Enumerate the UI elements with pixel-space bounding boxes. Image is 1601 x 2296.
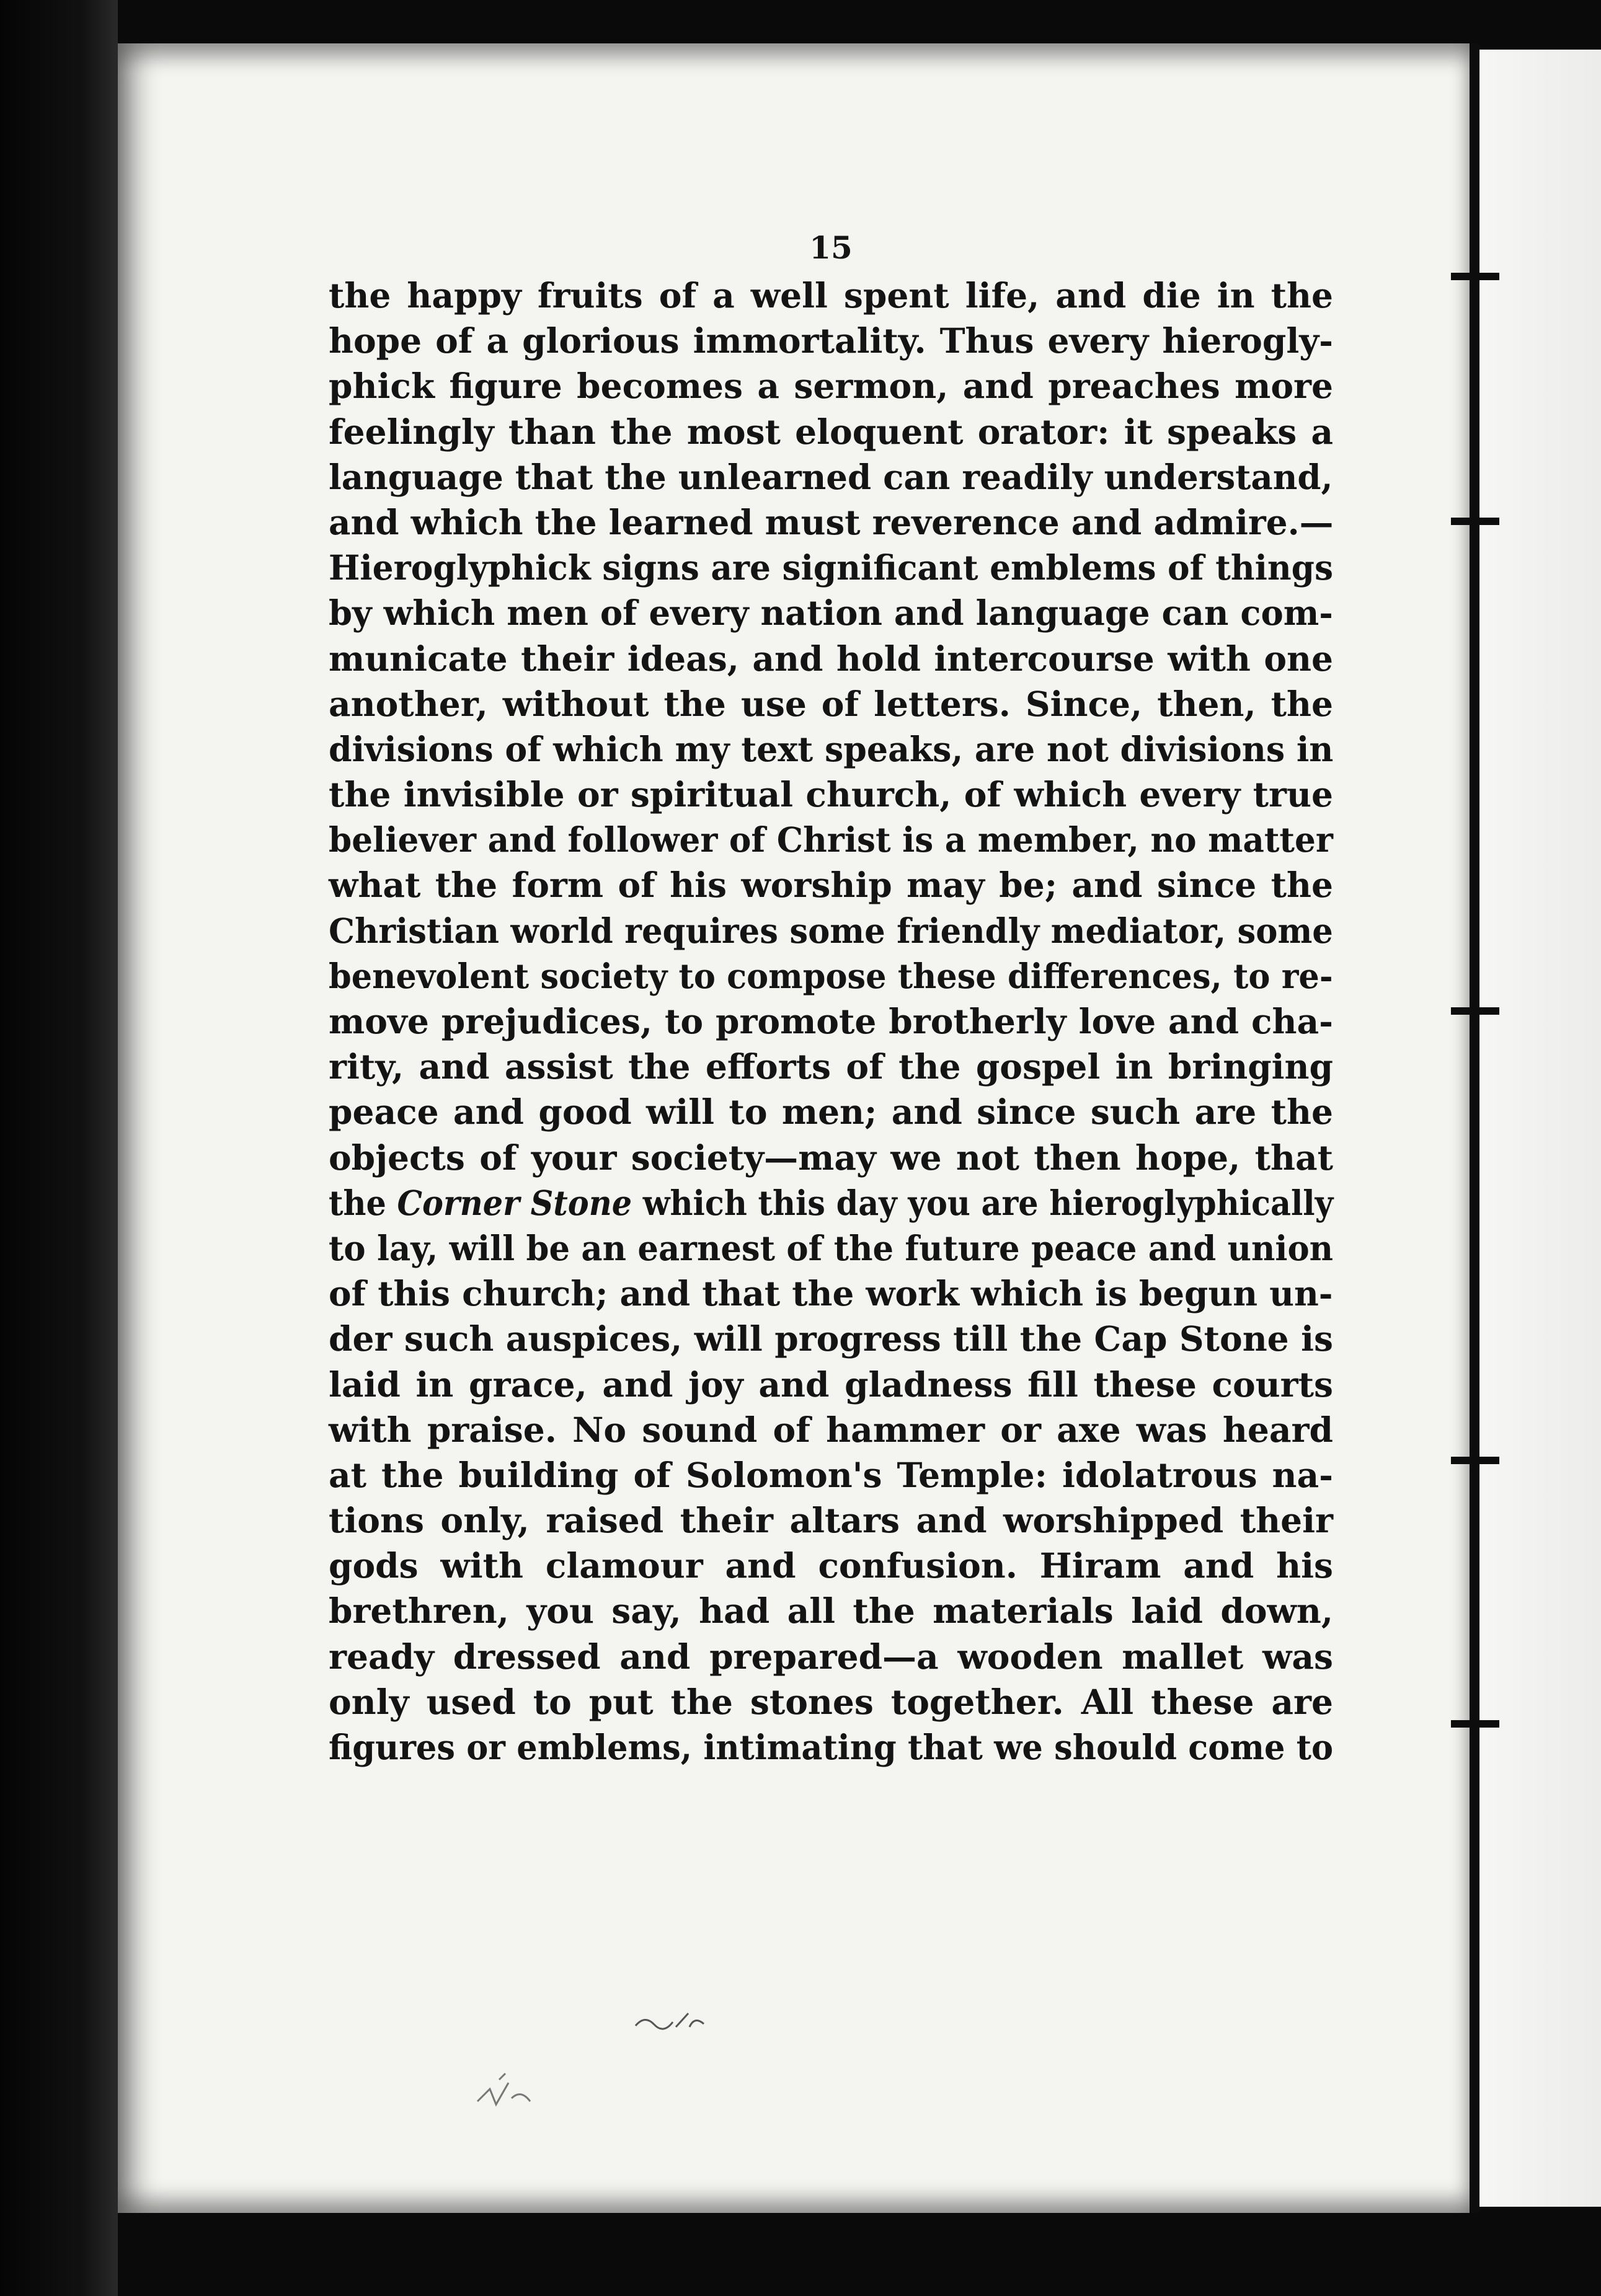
facing-page-edge	[1479, 50, 1601, 2207]
text-line: by which men of every nation and language can com-	[329, 593, 1333, 634]
text-line: at the building of Solomon's Temple: idolatrous na-	[329, 1454, 1333, 1495]
text-line: move prejudices, to promote brotherly love and cha-	[329, 1001, 1333, 1041]
text-line: language that the unlearned can readily understand,	[329, 456, 1333, 497]
text-line: laid in grace, and joy and gladness fill these courts	[329, 1364, 1333, 1405]
text-line: and which the learned must reverence and admire.—	[329, 501, 1334, 542]
text-line: rity, and assist the efforts of the gospel in bringing	[329, 1046, 1333, 1087]
text-line-corner-stone	[329, 1180, 1333, 1225]
text-line: feelingly than the most eloquent orator: it speaks a	[329, 411, 1333, 452]
bottom-margin-shadow	[118, 2213, 1601, 2296]
text-line: what the form of his worship may be; and since the	[329, 865, 1333, 906]
text-line: another, without the use of letters. Since, then, the	[329, 683, 1333, 724]
binding-stitch	[1451, 1457, 1499, 1464]
text-line: to lay, will be an earnest of the future peace and union	[329, 1227, 1334, 1268]
text-line: divisions of which my text speaks, are not divisions in	[329, 728, 1334, 769]
text-line: tions only, raised their altars and worshipped their	[329, 1500, 1333, 1541]
page-number: 15	[809, 229, 853, 266]
binding-stitch	[1451, 1007, 1499, 1015]
binding-edge	[1471, 43, 1479, 2213]
text-line: figures or emblems, intimating that we should come to	[329, 1727, 1334, 1767]
text-line: gods with clamour and confusion. Hiram and his	[329, 1545, 1333, 1586]
ink-scribble-mark	[471, 2070, 546, 2114]
text-line: brethren, you say, had all the materials laid down,	[329, 1591, 1333, 1631]
text-line: phick figure becomes a sermon, and preaches more	[329, 366, 1333, 407]
text-line: only used to put the stones together. All these are	[329, 1681, 1333, 1722]
text-line: hope of a glorious immortality. Thus every hierogly-	[329, 320, 1333, 361]
text-line: municate their ideas, and hold intercourse with one	[329, 638, 1333, 679]
italic-phrase: Corner Stone	[397, 1182, 632, 1223]
text-line: believer and follower of Christ is a member, no matter	[329, 819, 1333, 860]
text-line: objects of your society—may we not then hope, that	[329, 1137, 1333, 1178]
text-fragment: which this day you are hieroglyphically	[632, 1182, 1334, 1223]
text-line: of this church; and that the work which is begun un-	[329, 1273, 1333, 1314]
binding-stitch	[1451, 1720, 1499, 1728]
binding-stitch	[1451, 273, 1499, 280]
text-line: der such auspices, will progress till the Cap Stone is	[329, 1318, 1333, 1359]
text-line: benevolent society to compose these differences, to re-	[329, 955, 1333, 996]
left-gutter-shadow	[0, 0, 118, 2296]
text-line: Christian world requires some friendly mediator, some	[329, 910, 1333, 951]
text-line: with praise. No sound of hammer or axe was heard	[329, 1409, 1333, 1450]
pencil-scribble-mark	[632, 2008, 707, 2033]
text-fragment: the	[329, 1182, 397, 1223]
text-line: the invisible or spiritual church, of which every true	[329, 774, 1333, 815]
text-line: Hieroglyphick signs are significant emblems of things	[329, 547, 1334, 588]
text-line: the happy fruits of a well spent life, and die in the	[329, 275, 1333, 316]
binding-stitch	[1451, 518, 1499, 525]
text-line: ready dressed and prepared—a wooden mallet was	[329, 1636, 1333, 1677]
body-text	[329, 273, 1333, 1770]
text-line: peace and good will to men; and since such are the	[329, 1092, 1333, 1133]
